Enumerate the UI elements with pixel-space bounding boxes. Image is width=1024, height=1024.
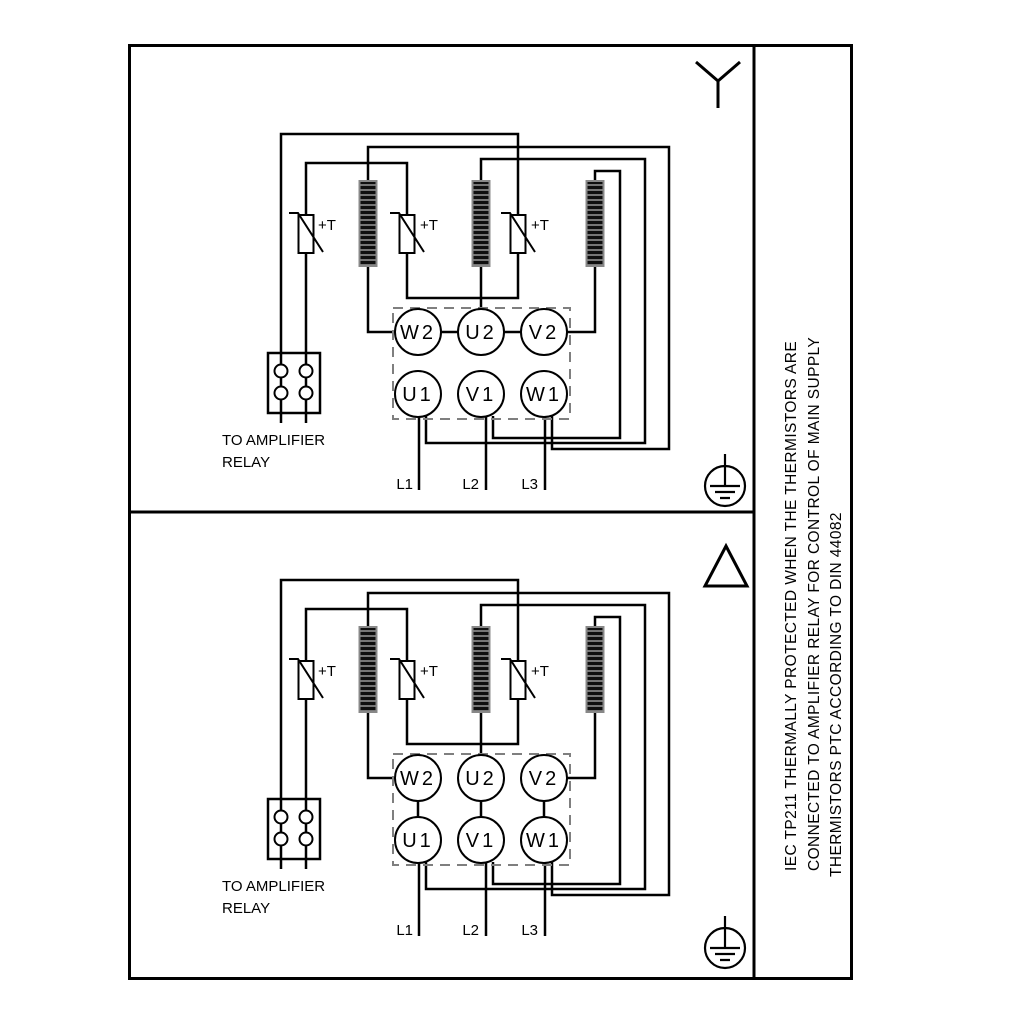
terminal-w2-label: W2 xyxy=(400,768,436,790)
terminal-u1-label: U1 xyxy=(402,384,434,406)
terminal-u1-label: U1 xyxy=(402,830,434,852)
winding-coil-u xyxy=(473,181,490,266)
thermistor-label: +T xyxy=(318,217,336,234)
star-symbol-icon xyxy=(696,62,740,108)
wire-delta-links xyxy=(418,801,544,817)
relay-caption-line1: TO AMPLIFIER xyxy=(222,432,326,449)
relay-caption-line2: RELAY xyxy=(222,900,271,917)
panel-delta xyxy=(222,546,747,968)
thermistor-label: +T xyxy=(420,217,438,234)
terminal-board xyxy=(395,309,567,417)
thermistor-icon-2 xyxy=(390,213,424,253)
relay-caption-line2: RELAY xyxy=(222,454,271,471)
thermistor-label: +T xyxy=(420,663,438,680)
supply-label-l3: L3 xyxy=(521,922,538,939)
relay-connector xyxy=(268,353,320,423)
thermistor-icon-3 xyxy=(501,659,535,699)
thermistor-label: +T xyxy=(531,217,549,234)
terminal-u2-label: U2 xyxy=(465,768,497,790)
panel-star xyxy=(222,62,745,506)
thermistor-label: +T xyxy=(318,663,336,680)
side-note-line1: IEC TP211 THERMALLY PROTECTED WHEN THE THERMISTORS ARE xyxy=(783,340,800,871)
side-note-panel xyxy=(783,337,845,877)
delta-symbol-icon xyxy=(705,546,747,586)
supply-label-l2: L2 xyxy=(462,476,479,493)
relay-caption-line1: TO AMPLIFIER xyxy=(222,878,326,895)
supply-label-l3: L3 xyxy=(521,476,538,493)
relay-connector xyxy=(268,799,320,869)
terminal-u2-label: U2 xyxy=(465,322,497,344)
supply-label-l2: L2 xyxy=(462,922,479,939)
ground-icon xyxy=(705,454,745,506)
terminal-w1-label: W1 xyxy=(526,830,562,852)
thermistor-icon-3 xyxy=(501,213,535,253)
terminal-v2-label: V2 xyxy=(528,322,560,344)
winding-coil-v xyxy=(587,627,604,712)
terminal-v1-label: V1 xyxy=(465,384,497,406)
side-note-line2: CONNECTED TO AMPLIFIER RELAY FOR CONTROL OF MAIN SUPPLY xyxy=(806,336,823,871)
terminal-v1-label: V1 xyxy=(465,830,497,852)
supply-label-l1: L1 xyxy=(396,476,413,493)
thermistor-icon-2 xyxy=(390,659,424,699)
terminal-w1-label: W1 xyxy=(526,384,562,406)
winding-coil-w xyxy=(360,627,377,712)
terminal-w2-label: W2 xyxy=(400,322,436,344)
winding-coil-w xyxy=(360,181,377,266)
winding-coil-u xyxy=(473,627,490,712)
winding-coil-v xyxy=(587,181,604,266)
thermistor-label: +T xyxy=(531,663,549,680)
ground-icon xyxy=(705,916,745,968)
side-note-line3: THERMISTORS PTC ACCORDING TO DIN 44082 xyxy=(828,512,845,877)
supply-label-l1: L1 xyxy=(396,922,413,939)
terminal-v2-label: V2 xyxy=(528,768,560,790)
